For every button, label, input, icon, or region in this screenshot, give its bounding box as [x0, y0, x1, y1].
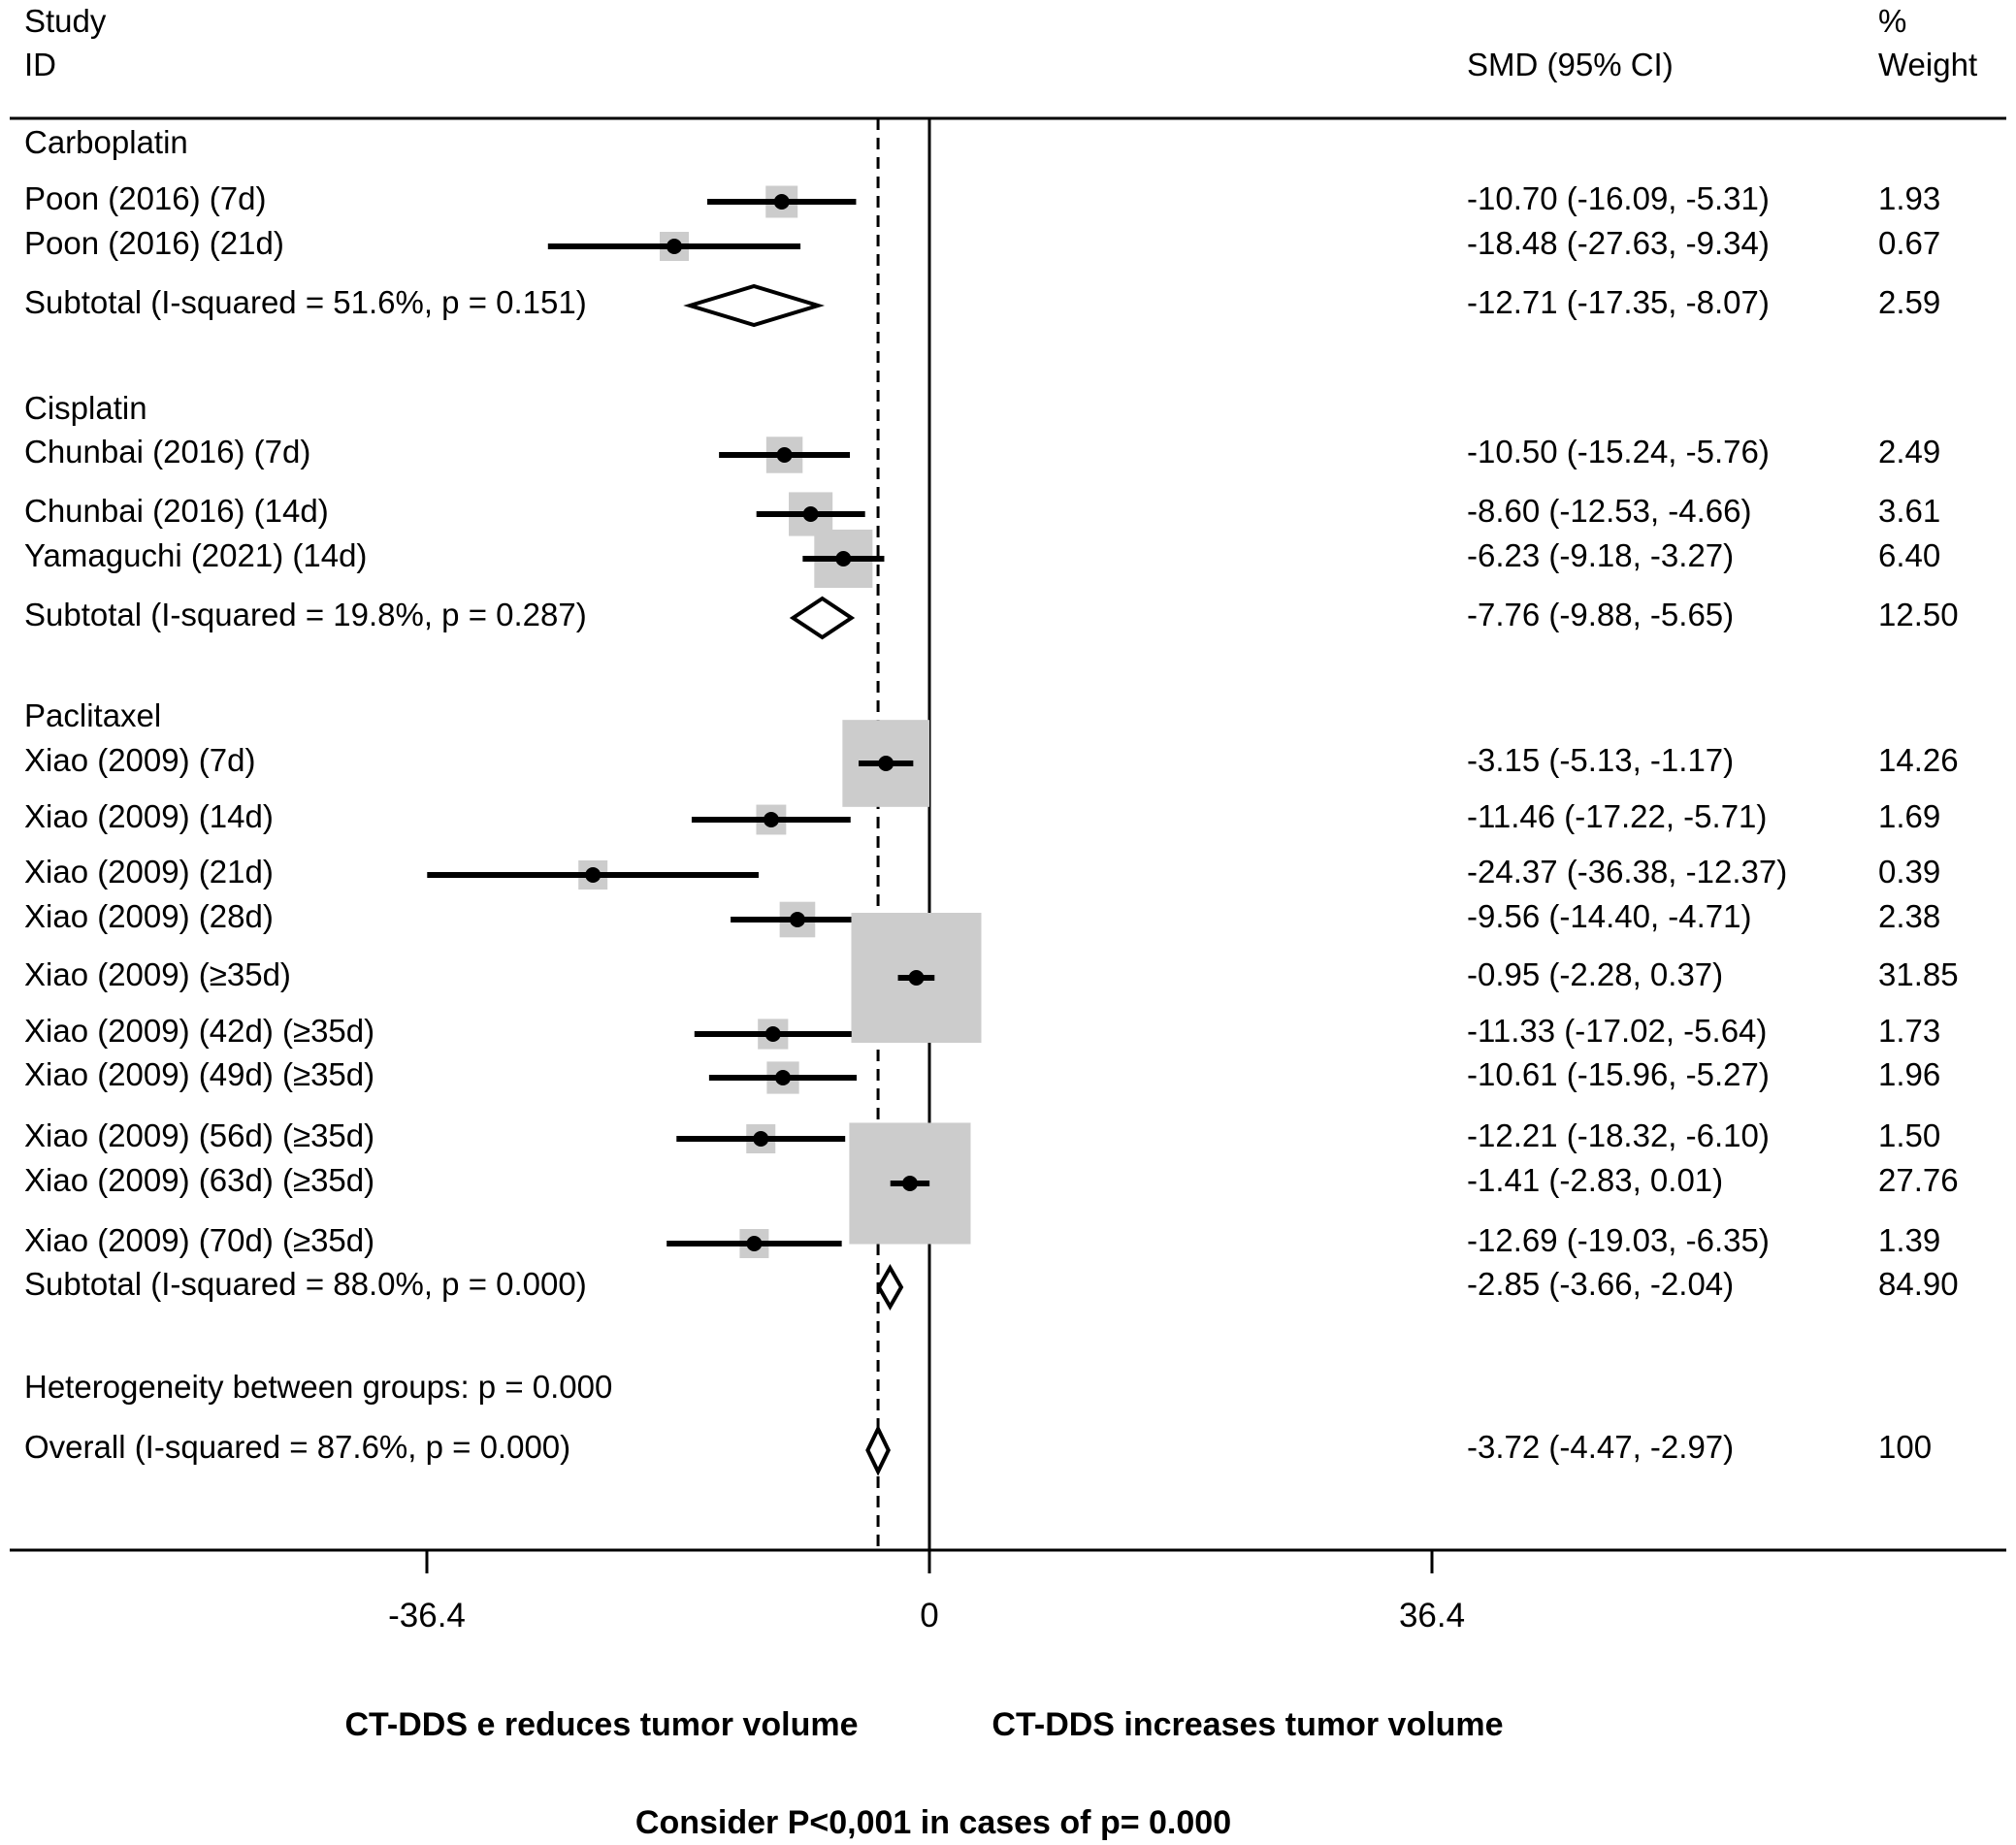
- subtotal-diamond: [690, 286, 818, 325]
- study-label: Xiao (2009) (49d) (≥35d): [24, 1056, 375, 1092]
- effect-ci-text: -12.71 (-17.35, -8.07): [1467, 284, 1770, 320]
- header-id: ID: [24, 47, 56, 82]
- weight-text: 1.96: [1878, 1056, 1941, 1092]
- direction-label-right: CT-DDS increases tumor volume: [992, 1706, 1504, 1743]
- effect-ci-text: -12.21 (-18.32, -6.10): [1467, 1117, 1770, 1153]
- effect-ci-text: -18.48 (-27.63, -9.34): [1467, 225, 1770, 261]
- effect-ci-text: -6.23 (-9.18, -3.27): [1467, 537, 1735, 573]
- effect-ci-text: -2.85 (-3.66, -2.04): [1467, 1266, 1735, 1302]
- effect-ci-text: -11.46 (-17.22, -5.71): [1467, 798, 1768, 834]
- x-axis: [388, 1550, 1465, 1635]
- weight-text: 27.76: [1878, 1162, 1959, 1198]
- x-tick-label: -36.4: [388, 1597, 466, 1635]
- subtotal-label: Subtotal (I-squared = 19.8%, p = 0.287): [24, 597, 587, 632]
- subtotal-diamond: [793, 599, 851, 637]
- point-estimate: [835, 551, 851, 566]
- footnote: Consider P<0,001 in cases of p= 0.000: [634, 1804, 1232, 1841]
- study-label: Poon (2016) (21d): [24, 225, 284, 261]
- study-label: Xiao (2009) (63d) (≥35d): [24, 1162, 375, 1198]
- subtotal-label: Subtotal (I-squared = 88.0%, p = 0.000): [24, 1266, 587, 1302]
- header-study: Study: [24, 3, 107, 39]
- effect-ci-text: -10.50 (-15.24, -5.76): [1467, 434, 1770, 469]
- header-weight: Weight: [1878, 47, 1978, 82]
- weight-text: 2.49: [1878, 434, 1941, 469]
- weight-text: 1.93: [1878, 180, 1941, 216]
- overall-label: Overall (I-squared = 87.6%, p = 0.000): [24, 1429, 571, 1465]
- overall-diamond: [867, 1429, 888, 1472]
- group-label: Paclitaxel: [24, 697, 162, 733]
- point-estimate: [774, 194, 790, 210]
- point-estimate: [746, 1236, 762, 1251]
- subtotal-diamond: [879, 1268, 901, 1307]
- weight-text: 3.61: [1878, 493, 1941, 529]
- effect-ci-text: -10.70 (-16.09, -5.31): [1467, 180, 1770, 216]
- study-label: Yamaguchi (2021) (14d): [24, 537, 368, 573]
- weight-text: 14.26: [1878, 742, 1959, 778]
- study-label: Xiao (2009) (56d) (≥35d): [24, 1117, 375, 1153]
- weight-text: 12.50: [1878, 597, 1959, 632]
- effect-ci-text: -24.37 (-36.38, -12.37): [1467, 854, 1788, 890]
- group-label: Cisplatin: [24, 390, 147, 426]
- subtotal-label: Subtotal (I-squared = 51.6%, p = 0.151): [24, 284, 587, 320]
- weight-text: 0.39: [1878, 854, 1941, 890]
- weight-text: 1.39: [1878, 1222, 1941, 1258]
- group-label: Carboplatin: [24, 124, 188, 160]
- point-estimate: [803, 506, 819, 522]
- study-label: Xiao (2009) (28d): [24, 898, 274, 934]
- header-percent: %: [1878, 3, 1907, 39]
- weight-text: 1.73: [1878, 1013, 1941, 1049]
- point-estimate: [753, 1131, 768, 1147]
- effect-ci-text: -0.95 (-2.28, 0.37): [1467, 956, 1724, 992]
- direction-label-left: CT-DDS e reduces tumor volume: [344, 1706, 859, 1743]
- weight-text: 2.38: [1878, 898, 1941, 934]
- header-effect: SMD (95% CI): [1467, 47, 1674, 82]
- study-label: Poon (2016) (7d): [24, 180, 267, 216]
- column-headers: [24, 3, 1977, 82]
- weight-text: 84.90: [1878, 1266, 1959, 1302]
- point-estimate: [790, 912, 805, 927]
- study-label: Chunbai (2016) (7d): [24, 434, 311, 469]
- point-estimate: [908, 970, 924, 986]
- point-estimate: [667, 239, 682, 254]
- point-estimate: [775, 1070, 791, 1085]
- weight-text: 1.69: [1878, 798, 1941, 834]
- effect-ci-text: -3.15 (-5.13, -1.17): [1467, 742, 1735, 778]
- weight-text: 100: [1878, 1429, 1933, 1465]
- study-label: Xiao (2009) (21d): [24, 854, 274, 890]
- effect-ci-text: -11.33 (-17.02, -5.64): [1467, 1013, 1768, 1049]
- weight-text: 2.59: [1878, 284, 1941, 320]
- point-estimate: [765, 1026, 781, 1042]
- study-label: Chunbai (2016) (14d): [24, 493, 329, 529]
- point-estimate: [902, 1176, 918, 1191]
- weight-text: 1.50: [1878, 1117, 1941, 1153]
- effect-ci-text: -9.56 (-14.40, -4.71): [1467, 898, 1752, 934]
- study-label: Xiao (2009) (7d): [24, 742, 256, 778]
- study-label: Xiao (2009) (≥35d): [24, 956, 291, 992]
- point-estimate: [777, 447, 793, 463]
- x-tick-label: 0: [920, 1597, 939, 1635]
- point-estimate: [878, 756, 894, 771]
- text-label: Heterogeneity between groups: p = 0.000: [24, 1369, 613, 1405]
- effect-ci-text: -10.61 (-15.96, -5.27): [1467, 1056, 1770, 1092]
- effect-ci-text: -3.72 (-4.47, -2.97): [1467, 1429, 1735, 1465]
- study-rows: [24, 124, 1959, 1465]
- point-estimate: [764, 812, 779, 827]
- weight-text: 6.40: [1878, 537, 1941, 573]
- effect-ci-text: -7.76 (-9.88, -5.65): [1467, 597, 1735, 632]
- study-label: Xiao (2009) (42d) (≥35d): [24, 1013, 375, 1049]
- weight-text: 31.85: [1878, 956, 1959, 992]
- weight-text: 0.67: [1878, 225, 1941, 261]
- effect-ci-text: -8.60 (-12.53, -4.66): [1467, 493, 1752, 529]
- study-label: Xiao (2009) (14d): [24, 798, 274, 834]
- x-tick-label: 36.4: [1398, 1597, 1466, 1635]
- effect-ci-text: -12.69 (-19.03, -6.35): [1467, 1222, 1770, 1258]
- effect-ci-text: -1.41 (-2.83, 0.01): [1467, 1162, 1724, 1198]
- point-estimate: [585, 867, 601, 883]
- study-label: Xiao (2009) (70d) (≥35d): [24, 1222, 375, 1258]
